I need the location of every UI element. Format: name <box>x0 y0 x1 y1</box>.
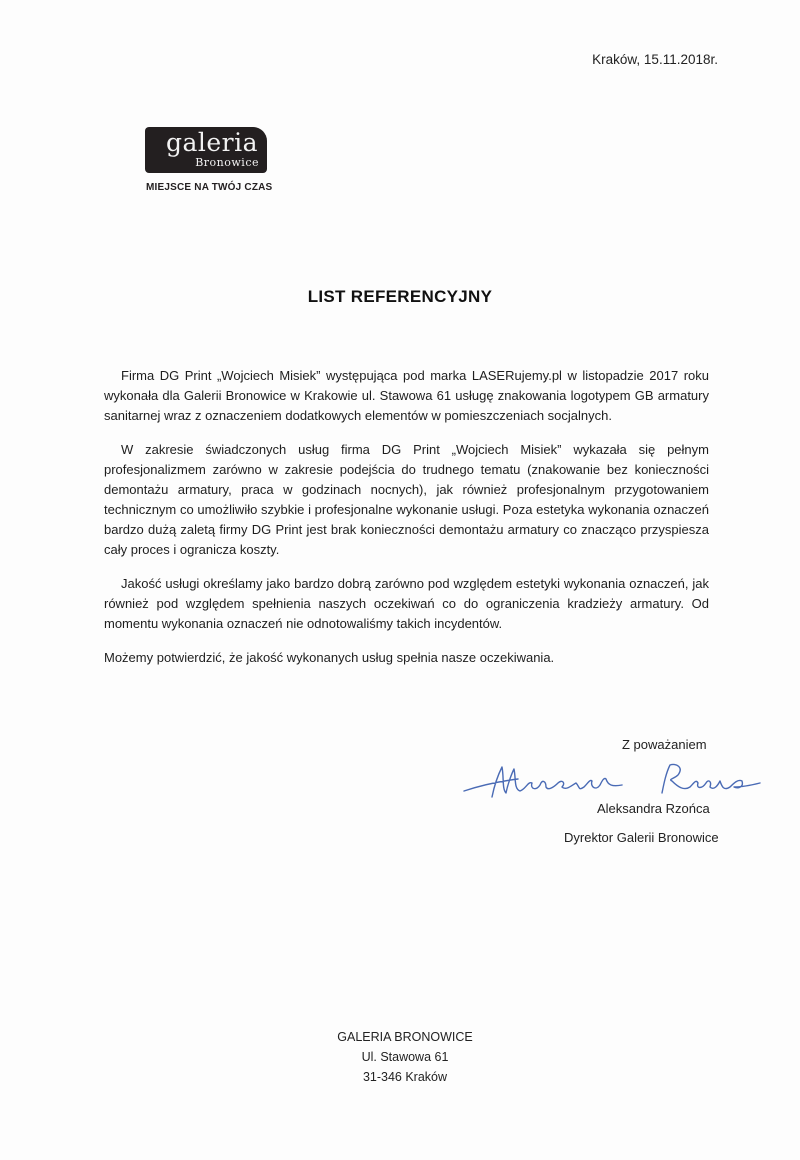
logo-tagline: MIEJSCE NA TWÓJ CZAS <box>146 182 273 193</box>
paragraph-4: Możemy potwierdzić, że jakość wykonanych usług spełnia nasze oczekiwania. <box>104 650 555 665</box>
paragraph-2: W zakresie świadczonych usług firma DG Print „Wojciech Misiek” wykazała się pełnym profesjonalizmem zarówno w zakresie podejścia do trudnego tematu (znakowanie bez konieczności demontażu armatury, praca w godzinach nocnych), jak również profesjonalnym przygotowaniem technicznym co umożliwiło szybkie i profesjonalne wykonanie usługi. Poza estetyka wykonania oznaczeń bardzo dużą zaletą firmy DG Print jest brak konieczności demontażu armatury co znacząco przyspiesza cały proces i ogranicza koszty. <box>104 442 709 557</box>
signature-stroke-last-name <box>662 764 760 793</box>
signature-stroke-first-name <box>464 767 622 797</box>
logo-line-galeria: galeria <box>165 128 258 157</box>
place-date: Kraków, 15.11.2018r. <box>592 52 718 67</box>
handwritten-signature <box>462 757 762 807</box>
galeria-bronowice-logo <box>145 127 267 173</box>
paragraph-3: Jakość usługi określamy jako bardzo dobrą zarówno pod względem estetyki wykonania oznaczeń, jak również pod względem spełnienia naszych oczekiwań co do ograniczenia kradzieży armatury. Od momentu wykonania oznaczeń nie odnotowaliśmy takich incydentów. <box>104 576 709 631</box>
closing-salutation: Z poważaniem <box>622 737 707 752</box>
logo-line-bronowice: Bronowice <box>195 156 259 169</box>
paragraph-1: Firma DG Print „Wojciech Misiek” występująca pod marka LASERujemy.pl w listopadzie 2017 roku wykonała dla Galerii Bronowice w Krakowie ul. Stawowa 61 usługę znakowania logotypem GB armatury sanitarnej wraz z oznaczeniem dodatkowych elementów w pomieszczeniach socjalnych. <box>104 368 709 423</box>
footer-company: GALERIA BRONOWICE <box>337 1030 473 1044</box>
letter-body <box>104 366 709 682</box>
footer-street: Ul. Stawowa 61 <box>361 1050 449 1064</box>
footer-address <box>0 1027 800 1087</box>
signer-name: Aleksandra Rzońca <box>597 801 710 816</box>
document-title: LIST REFERENCYJNY <box>307 287 493 306</box>
footer-postal-city: 31-346 Kraków <box>362 1070 448 1084</box>
signer-role: Dyrektor Galerii Bronowice <box>564 830 719 845</box>
